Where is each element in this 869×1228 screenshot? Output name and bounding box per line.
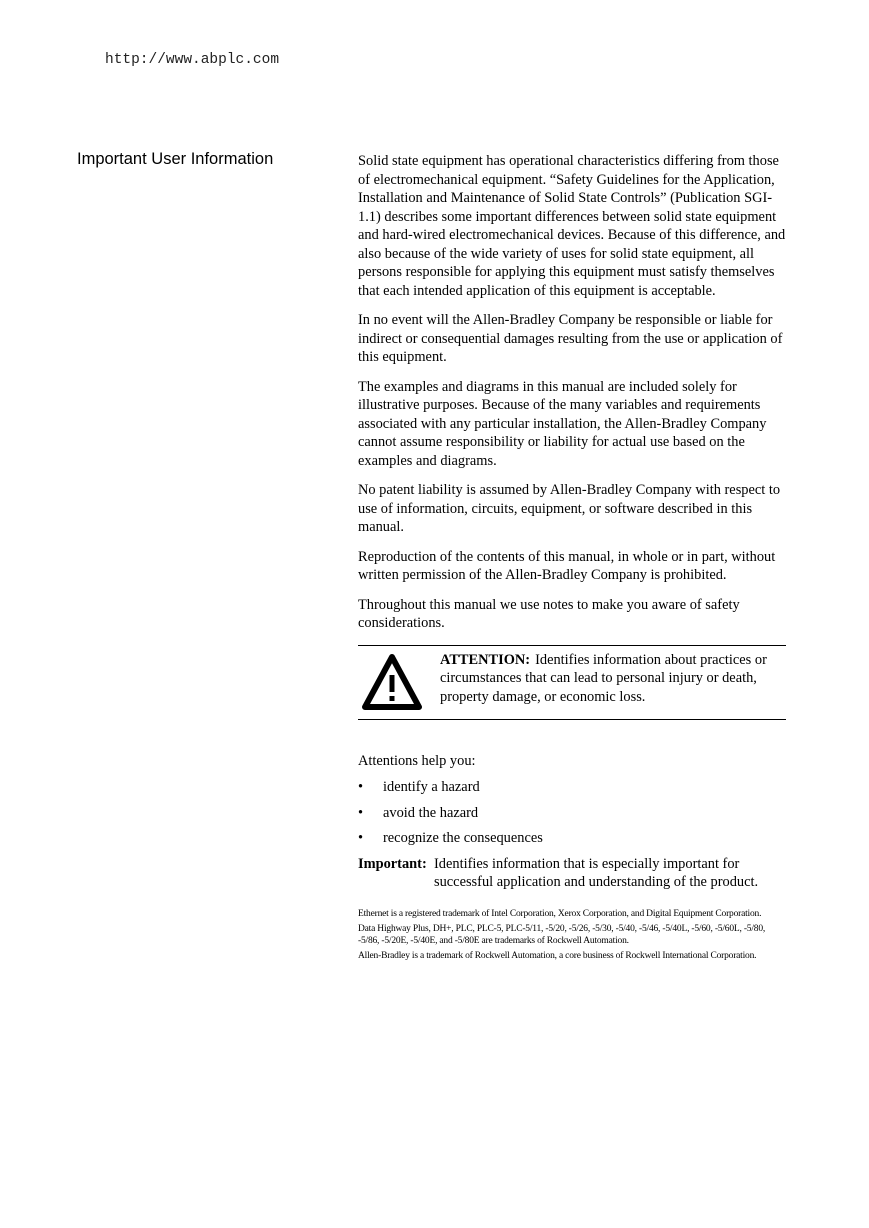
warning-triangle-icon — [361, 651, 423, 713]
list-item: • recognize the consequences — [358, 830, 543, 846]
paragraph: Throughout this manual we use notes to make you aware of safety considerations. — [358, 596, 740, 631]
trademark-notices — [358, 909, 788, 963]
bullet: • — [358, 804, 364, 821]
important-text: Identifies information that is especially important for successful application and understanding of the product. — [434, 855, 759, 890]
trademark-notice: Data Highway Plus, DH+, PLC, PLC-5, PLC-5/11, -5/20, -5/26, -5/30, -5/40, -5/46, -5/40L, -5/60, -5/60L, -5/80, -5/86, -5/20E, -5/40E, and -5/80E are trademarks of Rockwell Automation. — [358, 924, 766, 946]
paragraph: Reproduction of the contents of this manual, in whole or in part, without written permission of the Allen-Bradley Company is prohibited. — [358, 548, 776, 583]
paragraph: Solid state equipment has operational characteristics differing from those of electromechanical equipment. “Safety Guidelines for the Application, Installation and Maintenance of Solid State Controls” (Publication SGI-1.1) describes some important differences between solid state equipment and hard-wired electromechanical devices. Because of this difference, and also because of the wide variety of uses for solid state equipment, all persons responsible for applying this equipment must satisfy themselves that each intended application of this equipment is acceptable. — [358, 153, 786, 299]
bullet: • — [358, 779, 364, 795]
hazard-list — [358, 778, 790, 848]
attentions-intro: Attentions help you: — [358, 752, 476, 769]
important-label: Important: — [358, 855, 427, 872]
attention-text: Identifies information about practices or circumstances that can lead to personal injury or death, property damage, or economic loss. — [440, 651, 767, 705]
attention-label: ATTENTION: — [440, 651, 531, 668]
bullet: • — [358, 830, 364, 846]
trademark-notice: Allen-Bradley is a trademark of Rockwell Automation, a core business of Rockwell International Corporation. — [358, 951, 757, 961]
section-title: Important User Information — [77, 150, 274, 168]
header-url: http://www.abplc.com — [105, 52, 280, 68]
main-content — [358, 152, 790, 967]
attention-text-block — [440, 651, 785, 707]
important-note — [358, 855, 790, 892]
attention-box — [358, 645, 786, 720]
paragraph: No patent liability is assumed by Allen-Bradley Company with respect to use of information, circuits, equipment, or software described in this manual. — [358, 482, 781, 535]
list-item: • identify a hazard — [358, 779, 480, 795]
paragraph: The examples and diagrams in this manual are included solely for illustrative purposes. Because of the many variables and requirements associated with any particular installation, the Allen-Bradley Company cannot assume responsibility or liability for actual use based on the examples and diagrams. — [358, 378, 767, 469]
trademark-notice: Ethernet is a registered trademark of Intel Corporation, Xerox Corporation, and Digital Equipment Corporation. — [358, 908, 762, 919]
list-item: • avoid the hazard — [358, 804, 479, 821]
paragraph: In no event will the Allen-Bradley Company be responsible or liable for indirect or consequential damages resulting from the use or application of this equipment. — [358, 312, 783, 365]
